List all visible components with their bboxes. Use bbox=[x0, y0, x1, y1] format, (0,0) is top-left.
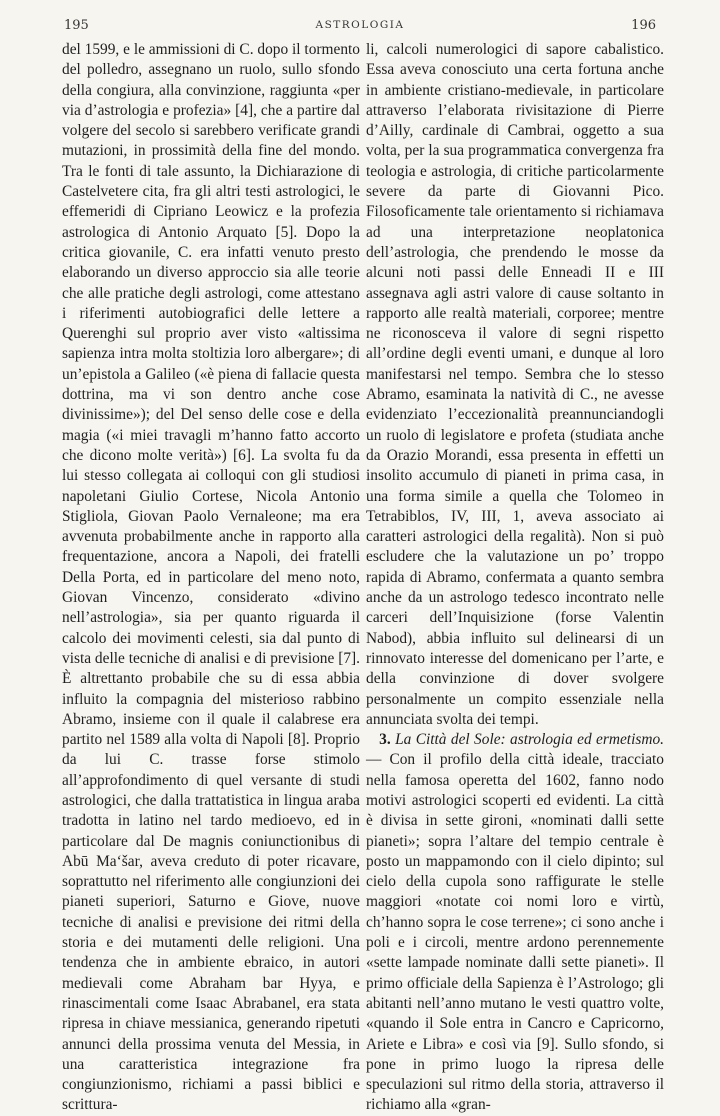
right-column-paragraph-1: li, calcoli numerologici di sapore cabalistico. Essa aveva conosciuto una certa fortuna anche in ambiente cristiano-medievale, in particolare attraverso l’elaborata rivisitazione di Pierre d’Ailly, cardinale di Cambrai, oggetto a sua volta, per la sua programmatica convergenza fra teologia e astrologia, di critiche particolarmente severe da parte di Giovanni Pico. Filosoficamente tale orientamento si richiamava ad una interpretazione neoplatonica dell’astrologia, che prendendo le mosse da alcuni noti passi delle Enneadi II e III assegnava agli astri valore di cause soltanto in rapporto alle realtà materiali, corporee; mentre ne riconosceva il valore di segni rispetto all’ordine degli eventi umani, e dunque al loro manifestarsi nel tempo. Sembra che lo stesso Abramo, esaminata la natività di C., ne avesse evidenziato l’eccezionalità preannunciandogli un ruolo di legislatore e profeta (studiata anche da Orazio Morandi, essa presenta in effetti un insolito accumulo di pianeti in prima casa, in una forma simile a quella che Tolomeo in Tetrabiblos, IV, III, 1, aveva associato ai caratteri astrologici della regalità). Non si può escludere che la valutazione un po’ troppo rapida di Abramo, confermata a quanto sembra anche da un astrologo tedesco incontrato nelle carceri dell’Inquisizione (forse Valentin Nabod), abbia influito sul delinearsi di un rinnovato interesse del domenicano per l’arte, e della convinzione di dover svolgere personalmente un compito essenziale nella annunciata svolta dei tempi. bbox=[366, 41, 664, 728]
section-number: 3. bbox=[379, 731, 391, 749]
page-number-right: 196 bbox=[631, 18, 656, 33]
left-column bbox=[62, 40, 360, 1116]
page-number-left: 195 bbox=[64, 18, 89, 33]
right-column bbox=[366, 40, 664, 1116]
left-column-text: del 1599, e le ammissioni di C. dopo il tormento del polledro, assegnano un ruolo, sullo sfondo della congiura, alla convinzione, raggiunta «per via d’astrologia e profezia» [4], che a partire dal volgere del secolo si sarebbero verificate grandi mutazioni, in prossimità della fine del mondo. Tra le fonti di tale assunto, la Dichiarazione di Castelvetere cita, fra gli altri testi astrologici, le effemeridi di Cipriano Leowicz e la profezia astrologica di Antonio Arquato [5]. Dopo la critica giovanile, C. era infatti venuto presto elaborando un diverso approccio sia alle teorie che alle pratiche degli astrologi, come attestano i riferimenti autobiografici delle lettere a Querenghi sul proprio aver visto «altissima sapienza intra molta stoltizia loro albergare»; di un’epistola a Galileo («è piena di fallacie questa dottrina, ma vi son dentro anche cose divinissime»); del Del senso delle cose e della magia («i miei travagli m’hanno fatto accorto che dicono molte verità») [6]. La svolta fu da lui stesso collegata ai colloqui con gli studiosi napoletani Giulio Cortese, Nicola Antonio Stigliola, Giovan Paolo Vernaleone; ma era avvenuta probabilmente anche in rapporto alla frequentazione, ancora a Napoli, dei fratelli Della Porta, ed in particolare del meno noto, Giovan Vincenzo, considerato «divino nell’astrologia», sia per quanto riguarda il calcolo dei movimenti celesti, sia dal punto di vista delle tecniche di analisi e di previsione [7]. È altrettanto probabile che su di essa abbia influito la compagnia del misterioso rabbino Abramo, insieme con il quale il calabrese era partito nel 1589 alla volta di Napoli [8]. Proprio da lui C. trasse forse stimolo all’approfondimento di quel versante di studi astrologici, che dalla trattatistica in lingua araba tradotta in latino nel tardo medioevo, ed in particolare dal De magnis coniunctionibus di Abū Ma‘šar, aveva creduto di poter ricavare, soprattutto nel riferimento alle congiunzioni dei pianeti superiori, Saturno e Giove, nuove tecniche di analisi e previsione dei ritmi della storia e dei mutamenti delle religioni. Una tendenza che in ambiente ebraico, in autori medievali come Abraham bar Hyya, e rinascimentali come Isaac Abrabanel, era stata ripresa in chiave messianica, generando ripetuti annunci della prossima venuta del Messia, in una caratteristica integrazione fra congiunzionismo, richiami a passi biblici e scrittura- bbox=[62, 41, 360, 1114]
running-head: ASTROLOGIA bbox=[315, 19, 405, 31]
section-title: La Città del Sole: astrologia ed ermetismo. bbox=[395, 731, 665, 749]
section-paragraph bbox=[366, 730, 664, 1116]
page-header bbox=[64, 18, 656, 38]
right-column-paragraph-2: — Con il profilo della città ideale, tracciato nella famosa operetta del 1602, fanno nodo motivi astrologici scoperti ed evidenti. La città è divisa in sette gironi, «nominati dalli sette pianeti»; sopra l’altare del tempio centrale è posto un mappamondo con il cielo dipinto; sul cielo della cupola sono raffigurate le stelle maggiori «notate coi nomi loro e virtù, ch’hanno sopra le cose terrene»; ci sono anche i poli e i circoli, mentre ardono perennemente «sette lampade nominate dalli sette pianeti». Il primo officiale della Sapienza è l’Astrologo; gli abitanti nell’anno mutano le vesti quattro volte, «quando il Sole entra in Cancro e Capricorno, Ariete e Libra» e così via [9]. Sullo sfondo, si pone in primo luogo la ripresa delle speculazioni sul ritmo della storia, attraverso il richiamo alla «gran- bbox=[366, 751, 664, 1114]
